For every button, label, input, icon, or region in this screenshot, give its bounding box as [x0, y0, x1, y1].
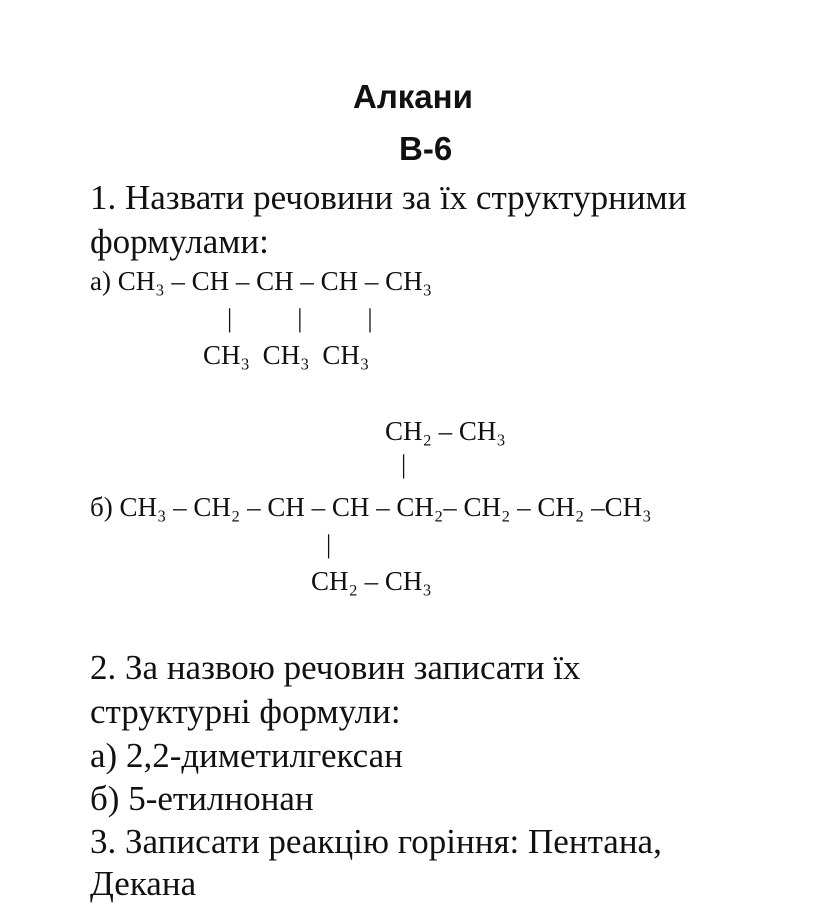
- task2-line1: 2. За назвою речовин записати їх: [90, 648, 581, 687]
- task3-line1: 3. Записати реакцію горіння: Пентана,: [90, 822, 662, 861]
- task2-item-b: б) 5-етилнонан: [90, 779, 314, 818]
- formula-b-main-chain: б) CH₃ – CH₂ – CH – CH – CH₂– CH₂ – CH₂ –CH₃: [90, 492, 652, 522]
- formula-b-top-bond: |: [401, 450, 407, 479]
- task2-item-a: а) 2,2-диметилгексан: [90, 736, 403, 775]
- task2-line2: структурні формули:: [90, 692, 401, 731]
- formula-b-top-substituent: CH₂ – CH₃: [385, 416, 506, 446]
- formula-a-main-chain: а) CH₃ – CH – CH – CH – CH₃: [90, 266, 433, 296]
- variant-label: В-6: [399, 130, 453, 167]
- task1-line1: 1. Назвати речовини за їх структурними: [90, 178, 687, 217]
- task3-line2: Декана: [90, 864, 197, 903]
- page-title: Алкани: [353, 78, 473, 115]
- formula-b-bottom-bond: |: [326, 530, 332, 559]
- formula-b-bottom-substituent: CH₂ – CH₃: [311, 566, 432, 596]
- formula-a-bonds: | | |: [227, 304, 373, 333]
- task1-line2: формулами:: [90, 222, 269, 261]
- formula-a-substituents: CH₃ CH₃ CH₃: [203, 340, 370, 370]
